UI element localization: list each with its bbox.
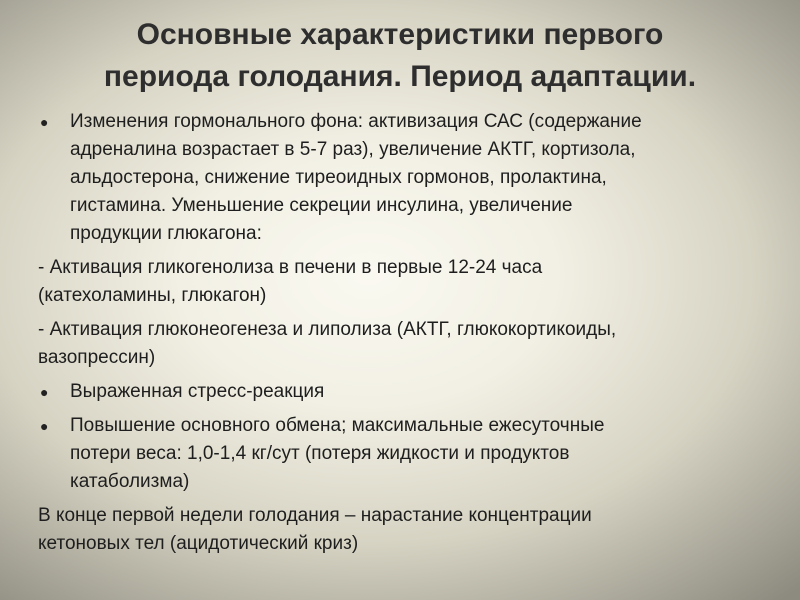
list-item — [36, 254, 772, 310]
text-line: кетоновых тел (ацидотический криз) — [38, 533, 359, 554]
text-line: (катехоламины, глюкагон) — [38, 285, 267, 306]
bullet-icon: ● — [40, 418, 49, 434]
bullet-icon: ● — [40, 384, 49, 400]
text-line: потери веса: 1,0-1,4 кг/сут (потеря жидкости и продуктов — [70, 443, 570, 464]
text-line: катаболизма) — [70, 471, 190, 492]
text-line: адреналина возрастает в 5-7 раз), увеличение АКТГ, кортизола, — [70, 139, 636, 160]
list-item — [36, 316, 772, 372]
list-item — [36, 108, 772, 248]
text-line: Выраженная стресс-реакция — [70, 381, 325, 402]
slide-title — [40, 14, 760, 98]
text-line: - Активация глюконеогенеза и липолиза (АКТГ, глюкокортикоиды, — [38, 319, 617, 340]
text-line: В конце первой недели голодания – нарастание концентрации — [38, 505, 592, 526]
text-line: - Активация гликогенолиза в печени в первые 12-24 часа — [38, 257, 543, 278]
list-item — [36, 412, 772, 496]
text-line: гистамина. Уменьшение секреции инсулина, увеличение — [70, 195, 573, 216]
slide-content — [36, 108, 772, 564]
title-line: периода голодания. Период адаптации. — [103, 60, 697, 93]
text-line: Повышение основного обмена; максимальные ежесуточные — [70, 415, 605, 436]
title-line: Основные характеристики первого — [136, 18, 664, 51]
text-line: Изменения гормонального фона: активизация САС (содержание — [70, 111, 642, 132]
list-item — [36, 378, 772, 406]
text-line: альдостерона, снижение тиреоидных гормонов, пролактина, — [70, 167, 607, 188]
list-item — [36, 502, 772, 558]
text-line: вазопрессин) — [38, 347, 156, 368]
bullet-icon: ● — [40, 114, 49, 130]
text-line: продукции глюкагона: — [70, 223, 262, 244]
